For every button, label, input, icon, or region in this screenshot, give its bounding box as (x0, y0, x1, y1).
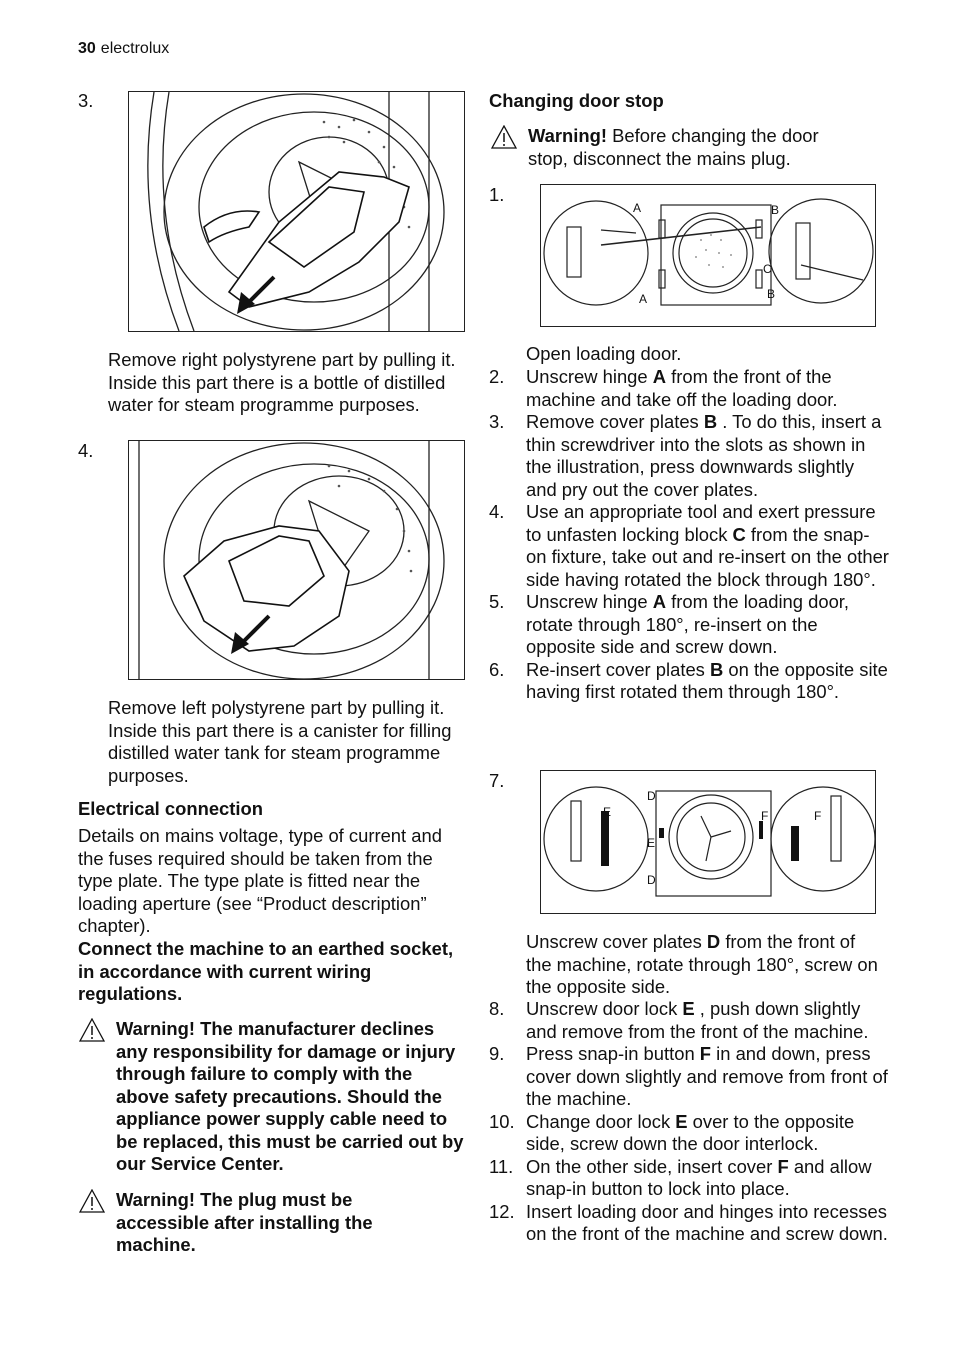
drum-illustration (129, 441, 464, 679)
electrical-heading: Electrical connection (78, 798, 263, 819)
electrical-text: Details on mains voltage, type of current and the fuses required should be taken from the type plate. The type plate is fitted near the loading aperture (see “Product description” chapter). (78, 825, 442, 936)
brand-name: electrolux (100, 40, 170, 57)
step1-text: Open loading door. (526, 343, 682, 364)
warning-safety-text: Warning! The manufacturer declines any responsibility for damage or injury through failure to comply with the above safety precautions. Should the appliance power supply cable need to be replaced, this must be carried out by our Service Center. (116, 1018, 464, 1174)
label-d-top: D (647, 789, 656, 803)
list-item: 8. Unscrew door lock E , push down slightly and remove from the front of the machine. (489, 998, 869, 1042)
warning-plug-text: Warning! The plug must be accessible after installing the machine. (116, 1189, 373, 1255)
steps-list-a (489, 366, 889, 704)
label-a-bottom: A (639, 292, 648, 306)
label-c: C (763, 262, 772, 276)
label-b-bottom: B (767, 287, 776, 301)
warning-body: Before changing the door stop, disconnect the mains plug. (528, 125, 819, 169)
list-item: 3. Remove cover plates B . To do this, insert a thin screwdriver into the slots as shown in the illustration, press downwards slightly and pry out the cover plates. (489, 411, 882, 500)
list-item: 4. Use an appropriate tool and exert pressure to unfasten locking block C from the snap-on fixture, take out and re-insert on the other side having rotated the block through 180°. (489, 501, 889, 590)
door-diagram (541, 185, 875, 326)
warning-label: Warning! (528, 125, 607, 146)
list-item: 5. Unscrew hinge A from the loading door, rotate through 180°, re-insert on the opposite side and screw down. (489, 591, 850, 657)
step3-text: Remove right polystyrene part by pulling it. Inside this part there is a bottle of distilled water for steam programme purposes. (108, 349, 456, 415)
step-number: 3. (78, 90, 94, 111)
warning-triangle-icon (79, 1018, 105, 1042)
step-number: 1. (489, 184, 505, 205)
section-heading: Changing door stop (489, 90, 664, 111)
page-header (78, 38, 169, 61)
warning-triangle-icon (491, 125, 517, 149)
steps-list-b (489, 998, 889, 1246)
figure-remove-left-polystyrene (128, 440, 465, 680)
list-item: 9. Press snap-in button F in and down, press cover down slightly and remove from front of the machine. (489, 1043, 888, 1109)
list-item: 12. Insert loading door and hinges into recesses on the front of the machine and screw down. (489, 1200, 888, 1244)
list-item: 10. Change door lock E over to the opposite side, screw down the door interlock. (489, 1110, 855, 1154)
step-number: 4. (78, 440, 94, 461)
label-f-mid: F (761, 809, 769, 823)
list-item: 6. Re-insert cover plates B on the opposite site having first rotated them through 180°. (489, 658, 888, 702)
warning-mains-text (528, 125, 858, 170)
figure-remove-right-polystyrene (128, 91, 465, 332)
label-e-left: E (603, 805, 612, 819)
figure-hinges-cover-plates (540, 184, 876, 327)
warning-triangle-icon (79, 1189, 105, 1213)
list-item: 2. Unscrew hinge A from the front of the machine and take off the loading door. (489, 366, 838, 410)
step-number: 7. (489, 770, 505, 791)
label-b-top: B (771, 203, 780, 217)
figure-door-lock-covers (540, 770, 876, 914)
step7-text: Unscrew cover plates D from the front of the machine, rotate through 180°, screw on the opposite side. (526, 931, 878, 997)
door-lock-diagram (541, 771, 875, 913)
page-number: 30 (78, 40, 96, 57)
drum-illustration (129, 92, 464, 331)
label-d-bottom: D (647, 873, 656, 887)
label-e-mid: E (647, 836, 656, 850)
electrical-bold-text: Connect the machine to an earthed socket, in accordance with current wiring regulations. (78, 938, 454, 1004)
label-f-right: F (814, 809, 822, 823)
step4-text: Remove left polystyrene part by pulling it. Inside this part there is a canister for filling distilled water tank for steam programme purposes. (108, 697, 452, 786)
list-item: 11. On the other side, insert cover F and allow snap-in button to lock into place. (489, 1155, 872, 1199)
label-a-top: A (633, 201, 642, 215)
